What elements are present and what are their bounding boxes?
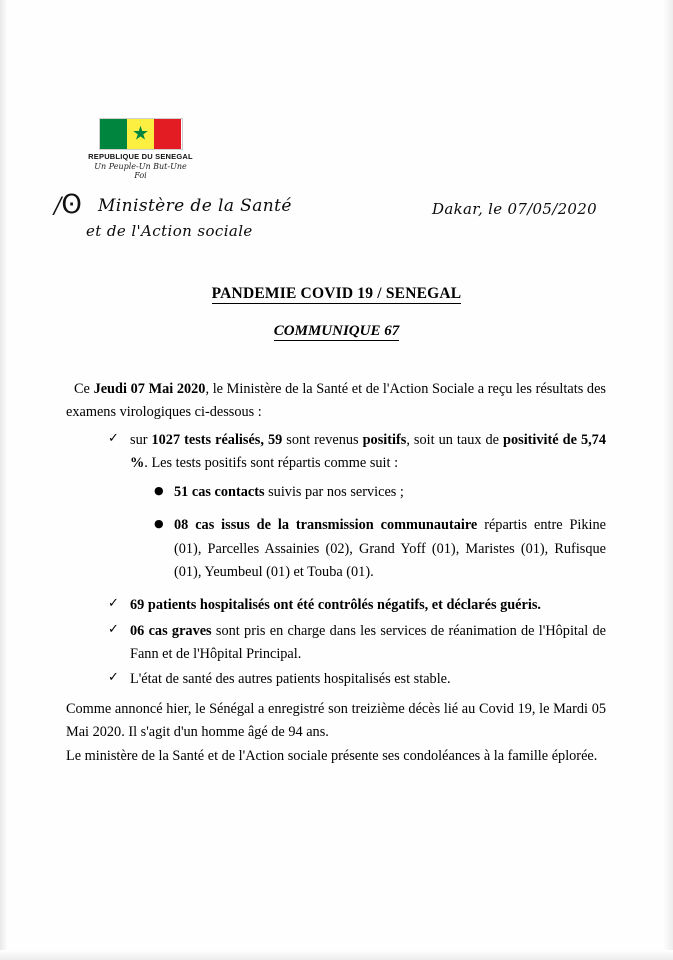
ministry-block bbox=[52, 190, 382, 240]
document-body bbox=[66, 378, 606, 769]
page-subtitle bbox=[0, 323, 673, 340]
list-item bbox=[154, 481, 606, 504]
check-icon: ✓ bbox=[108, 430, 119, 446]
intro-date: Jeudi 07 Mai 2020 bbox=[93, 381, 206, 397]
list-item bbox=[108, 429, 606, 476]
list-item-text: 69 patients hospitalisés ont été contrôlés négatifs, et déclarés guéris. bbox=[130, 597, 541, 614]
seal-slash: / bbox=[54, 194, 62, 219]
intro-rest: , le Ministère de la Santé et de l'Action Sociale a reçu les résultats des examens virologiques ci-dessous : bbox=[66, 381, 606, 421]
scan-edge-left bbox=[0, 0, 8, 960]
flag-band-green bbox=[100, 119, 127, 149]
page-title bbox=[0, 285, 673, 303]
closing-block bbox=[66, 698, 606, 769]
list-item-text: L'état de santé des autres patients hospitalisés est stable. bbox=[130, 671, 451, 688]
country-motto: Un Peuple-Un But-Une Foi bbox=[94, 162, 187, 180]
list-item-text: 06 cas graves sont pris en charge dans les services de réanimation de l'Hôpital de Fann et de l'Hôpital Principal. bbox=[130, 622, 606, 662]
flag-star-icon: ★ bbox=[131, 123, 150, 145]
senegal-flag-icon bbox=[99, 118, 183, 150]
page-title-text: PANDEMIE COVID 19 / SENEGAL bbox=[211, 285, 462, 302]
bullet-icon: ● bbox=[154, 484, 164, 498]
scan-edge-bottom bbox=[0, 950, 673, 960]
list-item bbox=[108, 620, 606, 667]
flag-band-red bbox=[154, 119, 181, 149]
check-icon: ✓ bbox=[108, 621, 119, 637]
ministry-seal-icon bbox=[54, 192, 82, 218]
letterhead-emblem bbox=[88, 118, 193, 180]
positive-breakdown-list bbox=[66, 481, 606, 584]
closing-paragraph-1: Comme annoncé hier, le Sénégal a enregistré son treizième décès lié au Covid 19, le Mardi 05 Mai 2020. Il s'agit d'un homme âgé de 94 ans. bbox=[66, 700, 606, 740]
list-item-text: 51 cas contacts suivis par nos services ; bbox=[174, 484, 404, 501]
list-item bbox=[108, 594, 606, 617]
flag-band-yellow bbox=[127, 119, 154, 149]
list-item bbox=[154, 514, 606, 584]
ministry-name-line-2: et de l'Action sociale bbox=[86, 222, 253, 240]
scan-edge-right bbox=[663, 0, 673, 960]
check-icon: ✓ bbox=[108, 596, 119, 612]
list-item-text: sur 1027 tests réalisés, 59 sont revenus positifs, soit un taux de positivité de 5,74 %. Les tests positifs sont répartis comme suit : bbox=[130, 431, 606, 471]
seal-glyph: Ꙩ bbox=[61, 190, 82, 220]
check-icon: ✓ bbox=[108, 670, 119, 686]
country-name: REPUBLIQUE DU SENEGAL bbox=[88, 152, 193, 161]
intro-lead: Ce bbox=[74, 381, 94, 397]
intro-paragraph bbox=[66, 378, 606, 425]
place-and-date: Dakar, le 07/05/2020 bbox=[432, 200, 597, 218]
list-item bbox=[108, 668, 606, 691]
results-check-list bbox=[66, 429, 606, 476]
bullet-icon: ● bbox=[154, 517, 164, 531]
closing-paragraph-2: Le ministère de la Santé et de l'Action sociale présente ses condoléances à la famille éplorée. bbox=[66, 748, 598, 765]
list-item-text: 08 cas issus de la transmission communautaire répartis entre Pikine (01), Parcelles Assainies (02), Grand Yoff (01), Maristes (01), Rufisque (01), Yeumbeul (01) et Touba (01). bbox=[174, 517, 606, 581]
page-subtitle-text: COMMUNIQUE 67 bbox=[273, 323, 400, 339]
status-check-list bbox=[66, 594, 606, 691]
ministry-name-line-1: Ministère de la Santé bbox=[98, 196, 292, 216]
